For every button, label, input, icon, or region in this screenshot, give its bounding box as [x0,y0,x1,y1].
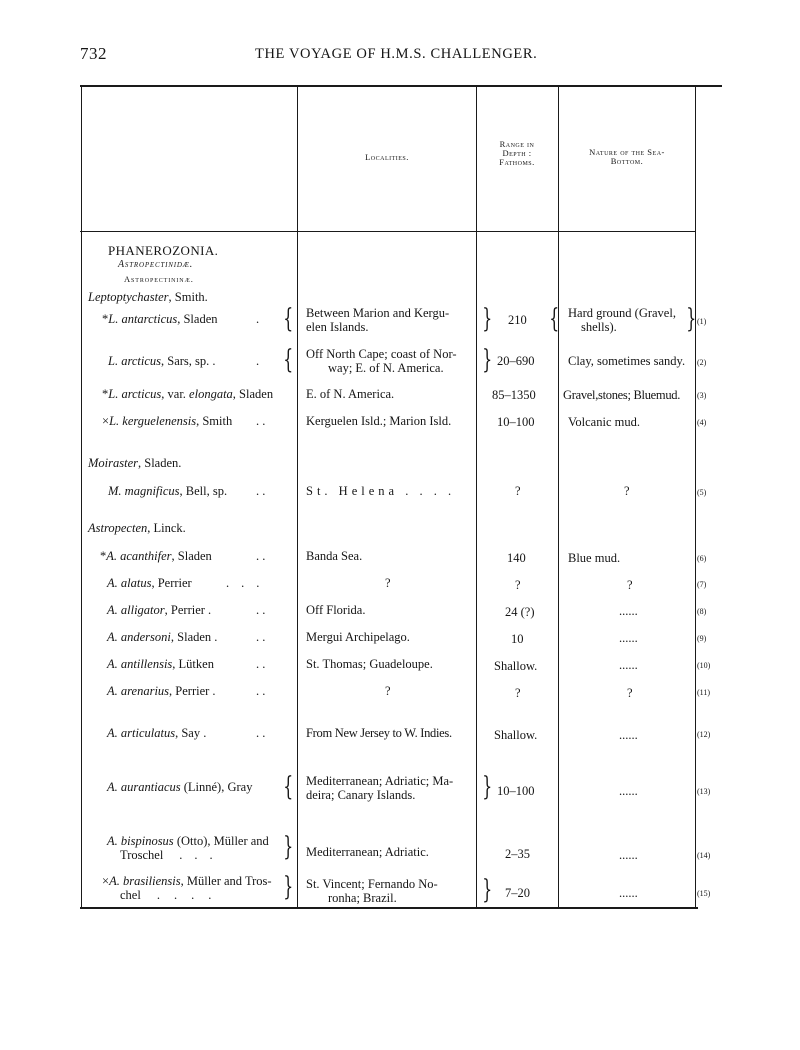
reference-number: (14) [697,851,711,860]
leader-dots: . . [256,684,266,698]
depth-value: 10–100 [497,415,535,429]
leader-dots: . . [256,657,266,671]
leader-dots: . . [256,549,266,563]
leader-dots: ... [226,576,272,590]
sea-bottom: ...... [619,604,638,618]
locality: Off Florida. [306,603,366,617]
reference-number: (9) [697,634,707,643]
sea-bottom: ...... [619,886,638,900]
reference-number: (3) [697,391,707,400]
locality: Mergui Archipelago. [306,630,410,644]
depth-heading [478,140,556,167]
leader-dots: . . [256,414,266,428]
reference-number: (11) [697,688,711,697]
locality: Between Marion and Kergu- elen Islands. [306,306,450,334]
left-brace: { [283,772,294,802]
right-brace: } [283,832,294,862]
left-brace: { [549,304,560,334]
depth-value: 10 [511,632,524,646]
column-rule-depth [476,85,477,909]
bottom-heading [561,148,693,166]
depth-value: 85–1350 [492,388,536,402]
locality: Mediterranean; Adriatic; Ma- deira; Canary Islands. [306,774,454,802]
sea-bottom: ? [627,686,633,700]
species-name: A. alatus, Perrier [107,576,192,590]
locality: St. Thomas; Guadeloupe. [306,657,433,671]
species-name: L. arcticus, Sars, sp. . [108,354,216,368]
species-name: A. alligator, Perrier . [107,603,212,617]
sea-bottom: ? [624,484,630,498]
bottom-heading-line-2: Bottom. [610,156,644,166]
depth-value: 140 [507,551,526,565]
localities-heading: Localities. [365,152,409,162]
species-name: A. articulatus, Say . [107,726,207,740]
subfamily-heading: Astropectininæ. [124,274,194,284]
family-heading: Astropectinidæ. [118,259,194,270]
depth-value: 210 [508,313,527,327]
species-name: A. aurantiacus (Linné), Gray [107,780,253,794]
table-bottom-rule [80,907,698,909]
reference-number: (7) [697,580,707,589]
genus-heading: Astropecten, Linck. [88,521,186,535]
leader-dots: . . [256,630,266,644]
depth-value: 24 (?) [505,605,535,619]
left-brace: { [283,345,294,375]
reference-number: (5) [697,488,707,497]
species-name: A. antillensis, Lütken [107,657,214,671]
reference-number: (4) [697,418,707,427]
species-name: *L. arcticus, var. elongata, Sladen [102,387,274,401]
depth-value: 10–100 [497,784,535,798]
header-bottom-rule [80,231,696,232]
depth-value: 20–690 [497,354,535,368]
species-name: M. magnificus, Bell, sp. [108,484,228,498]
leader-dots: . . [256,726,266,740]
locality: From New Jersey to W. Indies. [306,726,452,740]
depth-heading-line-1: Range in [499,139,535,149]
species-name: ×L. kerguelenensis, Smith [102,414,233,428]
right-brace: } [482,304,493,334]
sea-bottom: ? [627,578,633,592]
leader-dots: . . [256,603,266,617]
leader-dot: . [256,354,260,368]
locality: Kerguelen Isld.; Marion Isld. [306,414,452,428]
genus-heading: Moiraster, Sladen. [88,456,182,470]
species-name: A. arenarius, Perrier . [107,684,216,698]
locality: ? [385,684,391,698]
depth-value: Shallow. [494,728,538,742]
order-heading: PHANEROZONIA. [108,243,219,258]
locality: Mediterranean; Adriatic. [306,845,429,859]
bottom-heading-line-1: Nature of the Sea- [589,147,665,157]
sea-bottom: Volcanic mud. [568,415,640,429]
sea-bottom: Blue mud. [568,551,621,565]
right-brace: } [482,772,493,802]
genus-heading: Leptoptychaster, Smith. [88,290,208,304]
right-brace: } [283,872,294,902]
reference-number: (12) [697,730,711,739]
column-rule-bottom [558,85,559,909]
column-rule-refs [695,85,696,909]
depth-value: ? [515,578,521,592]
right-brace: } [482,875,493,905]
sea-bottom: Clay, sometimes sandy. [568,354,686,368]
species-name: ×A. brasiliensis, Müller and Tros- chel .... [102,874,272,902]
table-top-rule [80,85,722,87]
reference-number: (8) [697,607,707,616]
sea-bottom: ...... [619,848,638,862]
sea-bottom: Gravel,stones; Bluemud. [563,388,681,402]
right-brace: } [482,345,493,375]
depth-value: 7–20 [505,886,530,900]
depth-value: ? [515,686,521,700]
column-rule-left [81,85,82,909]
column-rule-localities [297,85,298,909]
reference-number: (1) [697,317,707,326]
depth-value: ? [515,484,521,498]
left-brace: { [283,304,294,334]
locality: ? [385,576,391,590]
sea-bottom: ...... [619,728,638,742]
sea-bottom: ...... [619,658,638,672]
running-title: THE VOYAGE OF H.M.S. CHALLENGER. [255,46,538,62]
reference-number: (2) [697,358,707,367]
depth-value: Shallow. [494,659,538,673]
leader-dot: . [256,312,260,326]
leader-dots: . . [256,484,266,498]
depth-heading-line-2: Depth : [502,148,532,158]
sea-bottom: Hard ground (Gravel, shells). [568,306,676,334]
depth-heading-line-3: Fathoms. [499,157,535,167]
locality: St. Helena . . . . [306,484,456,498]
page-number: 732 [80,44,107,63]
sea-bottom: ...... [619,631,638,645]
species-name: *A. acanthifer, Sladen [100,549,212,563]
locality: E. of N. America. [306,387,395,401]
species-name: A. bispinosus (Otto), Müller and Troschel ... [107,834,269,862]
right-brace: } [686,304,697,334]
reference-number: (15) [697,889,711,898]
locality: St. Vincent; Fernando No- ronha; Brazil. [306,877,438,905]
depth-value: 2–35 [505,847,530,861]
reference-number: (10) [697,661,711,670]
sea-bottom: ...... [619,784,638,798]
reference-number: (13) [697,787,711,796]
reference-number: (6) [697,554,707,563]
locality: Off North Cape; coast of Nor- way; E. of N. America. [306,347,457,375]
species-name: *L. antarcticus, Sladen [102,312,218,326]
species-name: A. andersoni, Sladen . [107,630,218,644]
locality: Banda Sea. [306,549,363,563]
